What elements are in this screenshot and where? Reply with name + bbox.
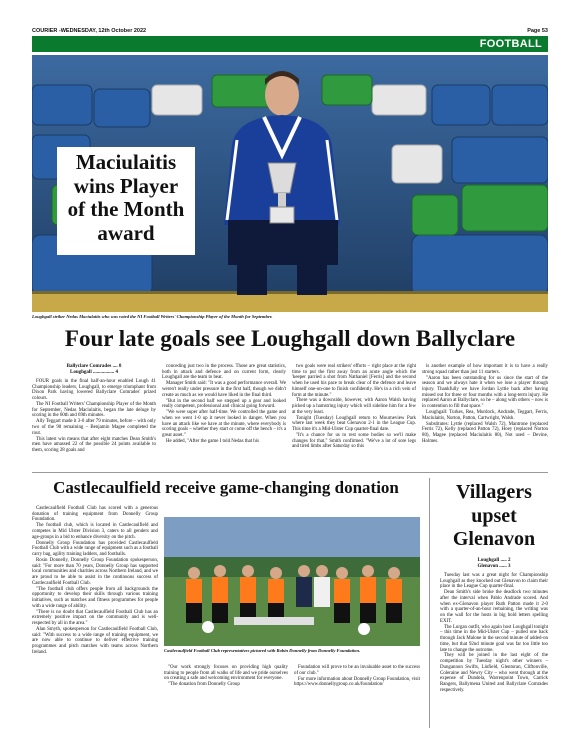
story2-column-1 bbox=[32, 506, 158, 656]
paper-date: COURIER -WEDNESDAY, 12th October 2022 bbox=[32, 28, 147, 34]
award-headline-line: award bbox=[97, 220, 155, 245]
masthead bbox=[32, 26, 548, 36]
feature-photo-caption: Loughgall striker Nedas Maciulaitis who was voted the NI Football Writers' Championship Player of the Month for September. bbox=[32, 314, 273, 319]
story1-scoreline bbox=[32, 364, 156, 376]
paragraph: "It's a chance for us to rest some bodies so we'll make changes for that," Smith confirmed. "We've a lot of sore legs and tired limbs after Saturday so this bbox=[292, 433, 416, 450]
paragraph: Donnelly Group Foundation has provided Castlecaulfield Football Club with a wide range of equipment such as a football carry bag, agility training ladders, and footballs. bbox=[32, 540, 158, 557]
story2-column-3 bbox=[294, 665, 420, 688]
paragraph: "We were super after half-time. We controlled the game and when we went 1-0 up it never looked in danger. When you have an attack like we have at the minute, where everybody is scoring goals – whether they start or come off the bench – it's a great asset." bbox=[162, 410, 286, 438]
paragraph: two goals were real strikers' efforts – right place at the right time to put the first away from an acute angle which the 'keeper parried a shot from Nathaniel [Ferris] and the second when he used his pace to break clear of the defence and leave himself one-on-one to finish confidently. He's in a rich vein of form at the minute." bbox=[292, 364, 416, 398]
paragraph: conceding just two in the process. Those are great statistics, both in attack and defence and on current form, clearly Loughgall are the team to beat. bbox=[162, 364, 286, 381]
paragraph: He added, "After the game I told Nedas that his bbox=[166, 438, 259, 444]
paragraph: Castlecaulfield Football Club has scored with a generous donation of training equipment from Donnelly Group Foundation. bbox=[32, 506, 158, 523]
paragraph: "There is no doubt that Castlecaulfield Football Club has an extremely positive impact on the community and is well-respected by all in the area." bbox=[32, 609, 158, 626]
paragraph: The Lurgan outfit, who again host Loughgall tonight – this time in the Mid-Ulster Cup – pulled one back through Jack Malone in the second minute of added-on time, but that 92nd minute goal was far too little too late to change the outcome. bbox=[440, 624, 548, 653]
donation-photo bbox=[164, 517, 420, 646]
paragraph: FOUR goals in the final half-an-hour enabled Lough 41 Championship leaders, Loughgall, to emerge triumphant from Dixon Park having lowered Ballyclare Comrades' prized colours. bbox=[32, 379, 156, 402]
headline-line: Glenavon bbox=[452, 528, 536, 550]
paragraph: Loughgall: Turkes, Rea, Murdock, Andrade, Teggart, Ferris, Maciulaitis, Norton, Patton, Cartwright, Walsh. bbox=[422, 410, 548, 421]
paragraph: Manager Smith said: "It was a good performance overall. We weren't really under pressure in the first half, though we didn't create as much as we would have liked in the final third. bbox=[162, 381, 286, 398]
donation-photo-caption: Castlecaulfield Football Club representatives pictured with Robin Donnelly from Donnelly Foundation. bbox=[164, 648, 361, 653]
story3-headline bbox=[440, 481, 548, 552]
page-number: Page 53 bbox=[527, 28, 548, 34]
paragraph: "The football club offers people from all backgrounds the opportunity to develop their skills through various training initiatives, such as matches and fitness programmes for people with a wide range of ability. bbox=[32, 586, 158, 609]
paragraph: For more information about Donnelly Group Foundation, visit https://www.donnellygroup.co.uk/foundation/ bbox=[294, 676, 420, 688]
score-line: Ballyclare Comrades .... 0 bbox=[66, 364, 122, 369]
paragraph: Substitutes: Lyttle (replaced Walsh 72), Mantrone (replaced Ferris 72), Kelly (replaced Patton 72), Hoey (replaced Norton 80), Magee (replaced Maciulaitis 80), Not used – Devine, Holmes. bbox=[422, 421, 548, 444]
story1-headline: Four late goals see Loughgall down Ballyclare bbox=[64, 326, 516, 351]
section-bar bbox=[32, 36, 548, 52]
paragraph: This latest win means that after eight matches Dean Smith's men have amassed 22 of the possible 24 points available to them, scoring 28 goals and bbox=[32, 436, 156, 453]
paragraph: "But in the second half we stepped up a gear and looked really competent, professional and clinical going forward. bbox=[162, 398, 286, 410]
story3-scoreline bbox=[440, 558, 548, 570]
column-divider bbox=[429, 478, 430, 728]
paragraph: Foundation will prove to be an invaluable asset to the success of our club." bbox=[294, 665, 420, 676]
paragraph: "Aaron has been outstanding for us since the start of the season and we always hate it when we lose a player through injury. Thankfully we have Jordan Lyttle back after having missed out for three or four months with a long-term injury. He replaced Aaron at Ballyclare, so he – along with others – now is in contention to fill that space." bbox=[422, 375, 548, 410]
award-headline-box bbox=[57, 147, 195, 255]
headline-line: Villagers bbox=[456, 481, 532, 503]
paragraph: Dean Smith's side broke the deadlock two minutes after the interval when Pablo Andrade scored. And when ex-Glenavon player Ruth Patton made it 2-0 with a quarter-of-an-hour remaining, the writing was on the wall for the hosts in big bold letters spelling EXIT. bbox=[440, 590, 548, 624]
award-headline-line: Maciulaitis bbox=[75, 150, 177, 174]
story2-headline: Castlecaulfield receive game-changing donation bbox=[53, 478, 399, 497]
paragraph: The football club, which is located in Castlecaulfield and competes in Mid Ulster Division 3, caters to all genders and age-groups in a bid to enhance diversity on the pitch. bbox=[32, 523, 158, 540]
award-headline-line: wins Player bbox=[73, 173, 179, 198]
score-line: Glenavon ...... 3 bbox=[477, 564, 511, 569]
story1-column-3 bbox=[292, 364, 416, 450]
paragraph: They will be joined in the last eight of the competition by Tuesday night's other winners – Dungannon Swifts, Linfield, Glentoran, Cliftonville, Coleraine and Newry City – who went through at the expense of Dundela, Warrenpoint Town, Carrick Rangers, Ballymena United and Ballyclare Comrades respectively. bbox=[440, 653, 548, 693]
paragraph: Tuesday last was a great night for Championship Loughgall as they knocked out Glenavon to claim their place in the League Cup quarter-final. bbox=[440, 573, 548, 590]
paragraph: There was a downside, however, with Aaron Walsh having picked up a hamstring injury which will sideline him for a few at the very least. bbox=[292, 398, 416, 415]
story1-column-4 bbox=[422, 364, 548, 445]
award-headline-line: of the Month bbox=[67, 197, 185, 221]
paragraph: Rosin Donnelly, Donnelly Group Foundation spokesperson, said: "For more than 70 years, Donnelly Group has supported local communities and charities across Northern Ireland, and we are proud to be able to assist in the continuous success of Castlecaulfield Football Club. bbox=[32, 557, 158, 586]
paragraph: "Our work strongly focuses on providing high quality training to people from all walks of life and we pride ourselves on creating a safe and welcoming environment for everyone. bbox=[164, 665, 288, 682]
score-line: Loughgall ..... 2 bbox=[477, 558, 511, 563]
headline-line: upset bbox=[471, 504, 517, 527]
score-line: Loughgall ................. 4 bbox=[70, 370, 118, 375]
story1-column-2 bbox=[162, 364, 286, 445]
story1-column-1 bbox=[32, 364, 156, 454]
section-label: FOOTBALL bbox=[479, 38, 542, 50]
paragraph: Ally Teggart made it 3-0 after 79 minutes, before – with only two of the 90 remaining – Benjamin Magee completed the rout. bbox=[32, 419, 156, 436]
paragraph: Alan Smyth, spokesperson for Castlecaulfield Football Club, said: "With success to a wide range of training equipment, we are now able to continue to deliver effective training programmes and pitch matches with teams across Northern Ireland. bbox=[32, 626, 158, 655]
story2-column-2 bbox=[164, 665, 288, 688]
story-divider bbox=[32, 472, 548, 473]
paragraph: The NI Football Writers' Championship Player of the Month for September, Nedas Maciulaitis, began the late deluge by scoring in the 60th and 69th minutes. bbox=[32, 402, 156, 419]
story3-column bbox=[440, 558, 548, 694]
paragraph: Tonight (Tuesday) Loughgall return to Mourneview Park where last week they beat Glenavon 2-1 in the League Cup. This time it's a Mid-Ulster Cup quarter-final date. bbox=[292, 415, 416, 433]
paragraph: "The donation from Donnelly Group bbox=[168, 682, 240, 688]
paragraph: is another example of how important it is to have a really strong squad rather than just 11 starters. bbox=[422, 364, 548, 375]
team-group-illustration bbox=[164, 517, 420, 646]
